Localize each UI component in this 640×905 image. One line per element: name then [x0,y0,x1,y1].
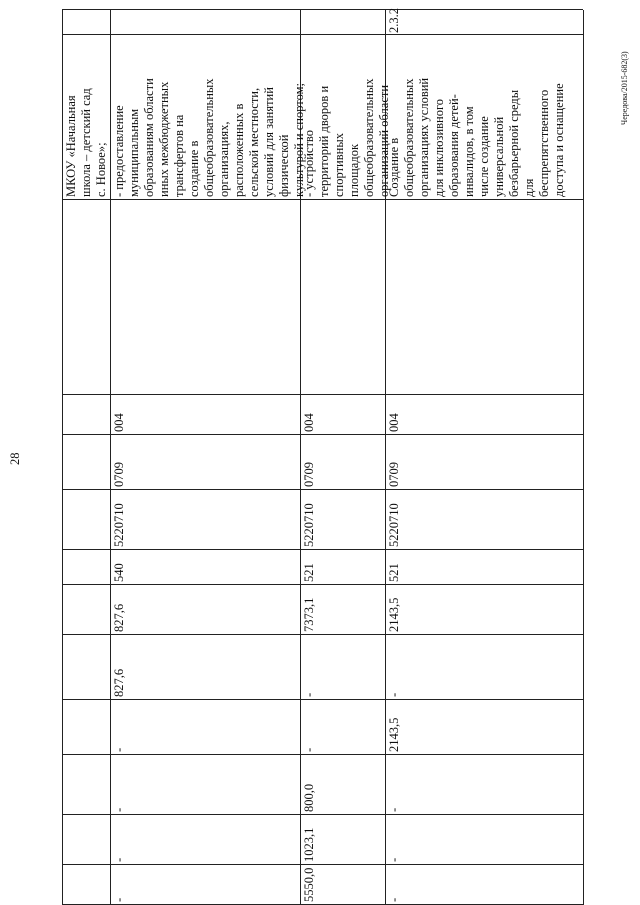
col-line [62,199,583,200]
row-number: 2.3.2 [387,8,401,33]
cell-y2017: 2143,5 [387,717,401,752]
description-line: безбарьерной среды [507,89,521,197]
cell-y2015: 827,6 [112,603,126,632]
cell-y2020: 5550,0 [302,867,316,902]
description-line: образования детей- [447,94,461,197]
cell-target: 5220710 [302,503,316,547]
col-line [62,699,583,700]
cell-target: 5220710 [387,503,401,547]
cell-section: 0709 [387,462,401,487]
cell-y2019: 1023,1 [302,827,316,862]
description-line: спортивных [332,133,346,197]
cell-admin: 004 [112,413,126,432]
description-line: Создание в [387,137,401,197]
col-line [62,584,583,585]
description-line: организаций области [377,84,391,197]
description-line: территорий дворов и [317,85,331,197]
description-line: образованиям области [142,78,156,197]
description-line: условий для занятий [262,87,276,197]
description-line: общеобразовательных [402,78,416,197]
col-line [62,434,583,435]
description-line: универсальной [492,116,506,197]
row-description [64,38,109,197]
description-line: с. Новое»; [94,142,108,197]
description-line: инвалидов, в том [462,106,476,197]
cell-y2017: - [112,747,126,752]
description-line: числе создание [477,116,491,197]
page-number: 28 [8,452,22,465]
col-line [62,634,583,635]
cell-y2019: - [112,857,126,862]
col-line [62,489,583,490]
col-line [62,9,583,10]
cell-admin: 004 [302,413,316,432]
description-line: сельской местности, [247,87,261,197]
description-line: культурой и спортом; [292,82,306,197]
cell-y2015: 2143,5 [387,597,401,632]
description-line: создание в [187,140,201,197]
cell-y2018: - [387,807,401,812]
footer-mark: Чередова/2015-682(3) [620,51,629,125]
row-description [302,38,392,197]
description-line: - предоставление [112,105,126,197]
description-line: иных межбюджетных [157,81,171,197]
description-line: трансфертов на [172,114,186,197]
col-line [62,394,583,395]
description-line: МКОУ «Начальная [64,95,78,197]
cell-y2018: - [112,807,126,812]
cell-y2016: 827,6 [112,668,126,697]
cell-y2015: 7373,1 [302,597,316,632]
description-line: физической [277,134,291,197]
row-line [110,10,111,905]
description-line: муниципальным [127,108,141,197]
cell-y2020: - [387,897,401,902]
col-line [62,864,583,865]
cell-target: 5220710 [112,503,126,547]
description-line: школа – детский сад [79,88,93,197]
description-line: беспрепятственного [537,89,551,197]
cell-y2017: - [302,747,316,752]
cell-type: 521 [387,563,401,582]
cell-y2016: - [302,692,316,697]
description-line: расположенных в [232,103,246,197]
cell-y2020: - [112,897,126,902]
cell-type: 540 [112,563,126,582]
description-line: площадок [347,143,361,197]
cell-y2016: - [387,692,401,697]
row-description [387,38,567,197]
cell-section: 0709 [112,462,126,487]
col-line [62,814,583,815]
description-line: доступа и оснащение [552,83,566,197]
cell-y2019: - [387,857,401,862]
description-line: - устройство [302,130,316,197]
description-line: для [522,178,536,197]
description-line: организациях условий [417,77,431,197]
col-line [62,754,583,755]
description-line: для инклюзивного [432,98,446,197]
cell-type: 521 [302,563,316,582]
cell-section: 0709 [302,462,316,487]
row-description [112,38,307,197]
col-line [62,549,583,550]
description-line: организациях, [217,121,231,197]
description-line: общеобразовательных [362,78,376,197]
col-line [62,34,583,35]
cell-admin: 004 [387,413,401,432]
row-line [583,10,584,905]
row-line [62,10,63,905]
cell-y2018: 800,0 [302,783,316,812]
description-line: общеобразовательных [202,78,216,197]
